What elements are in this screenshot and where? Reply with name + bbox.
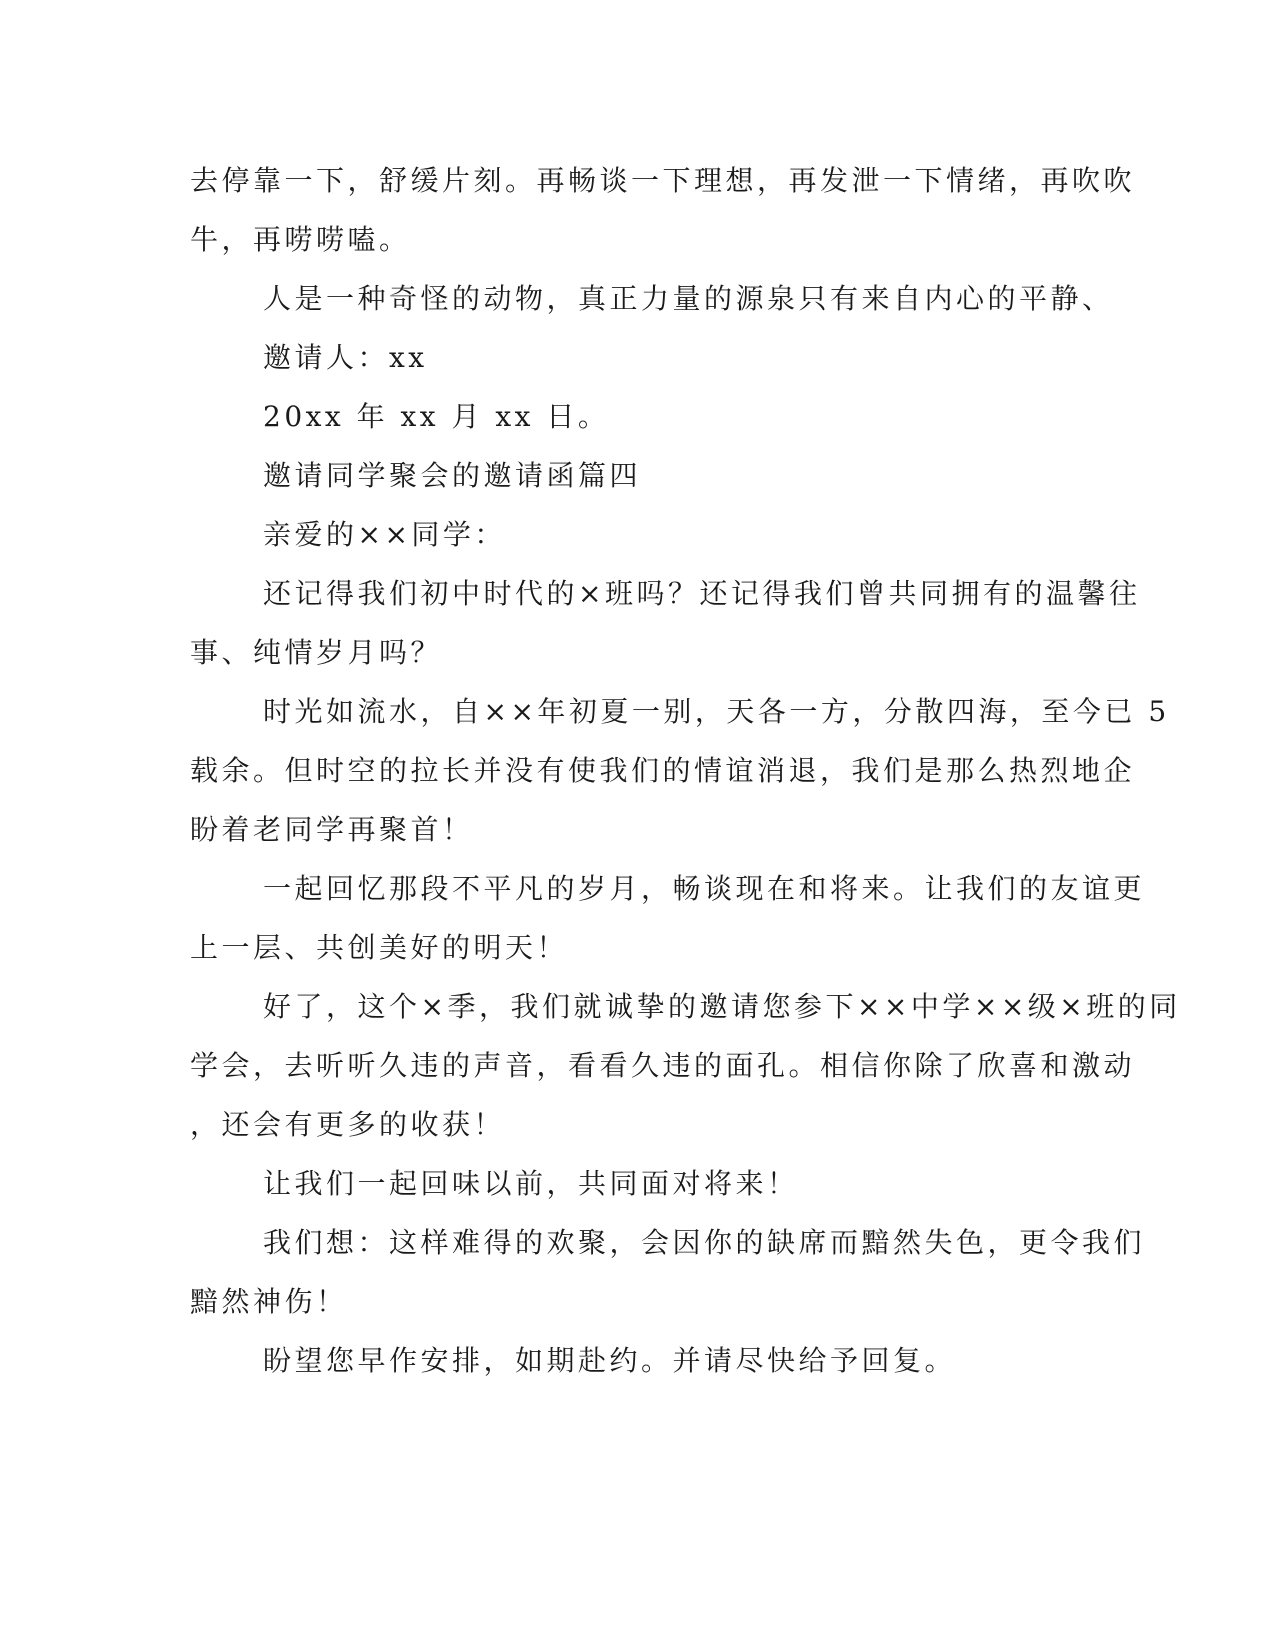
text-line: 盼着老同学再聚首！ bbox=[190, 813, 474, 846]
paragraph-line: 我们想：这样难得的欢聚，会因你的缺席而黯然失色，更令我们 bbox=[263, 1226, 1146, 1259]
text-line: 黯然神伤！ bbox=[190, 1285, 348, 1318]
paragraph-line: 还记得我们初中时代的×班吗？还记得我们曾共同拥有的温馨往 bbox=[263, 577, 1141, 610]
date-line: 20xx 年 xx 月 xx 日。 bbox=[263, 400, 610, 433]
paragraph-line: 时光如流水，自××年初夏一别，天各一方，分散四海，至今已 5 bbox=[263, 695, 1170, 728]
salutation-line: 亲爱的××同学： bbox=[263, 518, 506, 551]
paragraph-line: 好了，这个×季，我们就诚挚的邀请您参下××中学××级×班的同 bbox=[263, 990, 1181, 1023]
text-line: 载余。但时空的拉长并没有使我们的情谊消退，我们是那么热烈地企 bbox=[190, 754, 1136, 787]
paragraph-line: 盼望您早作安排，如期赴约。并请尽快给予回复。 bbox=[263, 1344, 957, 1377]
paragraph-line: 让我们一起回味以前，共同面对将来！ bbox=[263, 1167, 799, 1200]
text-line: 去停靠一下，舒缓片刻。再畅谈一下理想，再发泄一下情绪，再吹吹 bbox=[190, 164, 1136, 197]
text-line: 上一层、共创美好的明天！ bbox=[190, 931, 569, 964]
paragraph-line: 一起回忆那段不平凡的岁月，畅谈现在和将来。让我们的友谊更 bbox=[263, 872, 1146, 905]
text-line: ，还会有更多的收获！ bbox=[190, 1108, 506, 1141]
paragraph-line: 人是一种奇怪的动物，真正力量的源泉只有来自内心的平静、 bbox=[263, 282, 1114, 315]
text-line: 学会，去听听久违的声音，看看久违的面孔。相信你除了欣喜和激动 bbox=[190, 1049, 1136, 1082]
inviter-line: 邀请人：xx bbox=[263, 341, 428, 374]
section-title: 邀请同学聚会的邀请函篇四 bbox=[263, 459, 642, 492]
text-line: 事、纯情岁月吗？ bbox=[190, 636, 443, 669]
text-line: 牛，再唠唠嗑。 bbox=[190, 223, 411, 256]
